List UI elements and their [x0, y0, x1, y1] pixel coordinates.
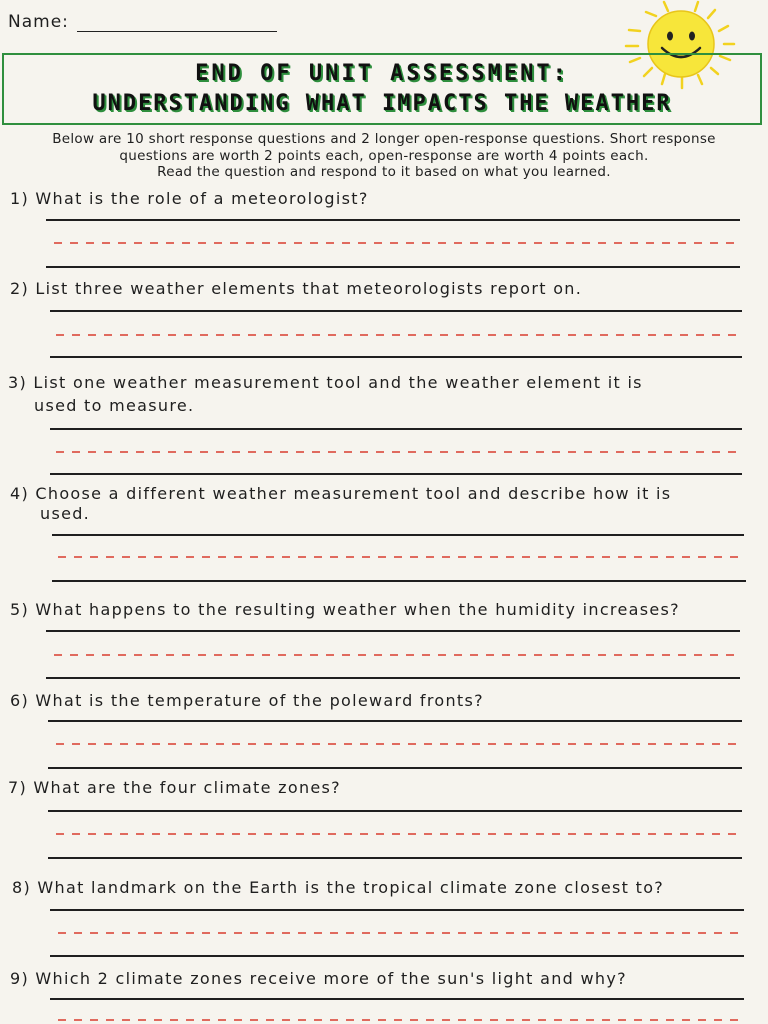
question-text: What are the four climate zones? — [33, 778, 341, 797]
question-number: 7) — [8, 778, 28, 797]
question-number: 8) — [12, 878, 32, 897]
question-2 — [10, 278, 582, 300]
question-number: 2) — [10, 279, 30, 298]
answer-line[interactable] — [50, 428, 742, 430]
answer-line[interactable] — [48, 857, 742, 859]
name-input-line[interactable] — [77, 13, 277, 32]
instructions-line-2: questions are worth 2 points each, open-response are worth 4 points each. — [119, 147, 649, 164]
answer-line[interactable] — [52, 534, 744, 536]
instructions-line-1: Below are 10 short response questions and 2 longer open-response questions. Short response — [52, 131, 716, 147]
question-text: Choose a different weather measurement tool and describe how it is — [35, 484, 672, 503]
question-number: 5) — [10, 600, 30, 619]
answer-guide-line — [58, 556, 744, 558]
question-text-continued: used to measure. — [34, 396, 195, 415]
question-7 — [8, 777, 341, 799]
title-line-1: END OF UNIT ASSESSMENT: — [195, 61, 569, 86]
question-text: Which 2 climate zones receive more of the sun's light and why? — [35, 969, 627, 988]
answer-guide-line — [56, 334, 742, 336]
answer-line[interactable] — [46, 219, 740, 221]
question-5 — [10, 599, 680, 621]
answer-guide-line — [58, 1019, 744, 1021]
question-8 — [12, 877, 664, 899]
question-text: What happens to the resulting weather when the humidity increases? — [35, 600, 680, 619]
question-6 — [10, 690, 484, 712]
question-4 — [10, 483, 671, 505]
question-text: What is the role of a meteorologist? — [35, 189, 369, 208]
answer-guide-line — [54, 654, 740, 656]
answer-line[interactable] — [48, 720, 742, 722]
title-line-2: UNDERSTANDING WHAT IMPACTS THE WEATHER — [92, 91, 672, 116]
name-label: Name: — [8, 12, 69, 32]
answer-line[interactable] — [48, 767, 742, 769]
answer-guide-line — [56, 743, 742, 745]
answer-line[interactable] — [46, 266, 740, 268]
question-text: What landmark on the Earth is the tropical climate zone closest to? — [37, 878, 665, 897]
question-text: List one weather measurement tool and the weather element it is — [33, 373, 643, 392]
question-3-continued — [34, 395, 194, 417]
question-3 — [8, 372, 643, 394]
answer-line[interactable] — [48, 810, 742, 812]
question-number: 1) — [10, 189, 30, 208]
question-text: What is the temperature of the poleward fronts? — [35, 691, 484, 710]
question-9 — [10, 968, 627, 990]
answer-line[interactable] — [46, 630, 740, 632]
answer-line[interactable] — [50, 356, 742, 358]
answer-guide-line — [56, 833, 742, 835]
answer-guide-line — [58, 932, 744, 934]
answer-line[interactable] — [50, 909, 744, 911]
answer-guide-line — [56, 451, 742, 453]
instructions-line-3: Read the question and respond to it based on what you learned. — [157, 164, 611, 180]
answer-line[interactable] — [50, 473, 742, 475]
answer-guide-line — [54, 242, 740, 244]
question-text-continued: used. — [40, 504, 91, 523]
question-number: 9) — [10, 969, 30, 988]
question-number: 3) — [8, 373, 28, 392]
question-number: 6) — [10, 691, 30, 710]
name-field — [8, 12, 277, 32]
answer-line[interactable] — [50, 955, 744, 957]
instructions — [0, 131, 768, 181]
question-text: List three weather elements that meteorologists report on. — [35, 279, 583, 298]
answer-line[interactable] — [46, 677, 740, 679]
answer-line[interactable] — [50, 310, 742, 312]
question-4-continued — [40, 503, 90, 525]
answer-line[interactable] — [52, 580, 746, 582]
question-number: 4) — [10, 484, 30, 503]
answer-line[interactable] — [50, 998, 744, 1000]
question-1 — [10, 188, 369, 210]
assessment-title-box — [2, 53, 762, 125]
